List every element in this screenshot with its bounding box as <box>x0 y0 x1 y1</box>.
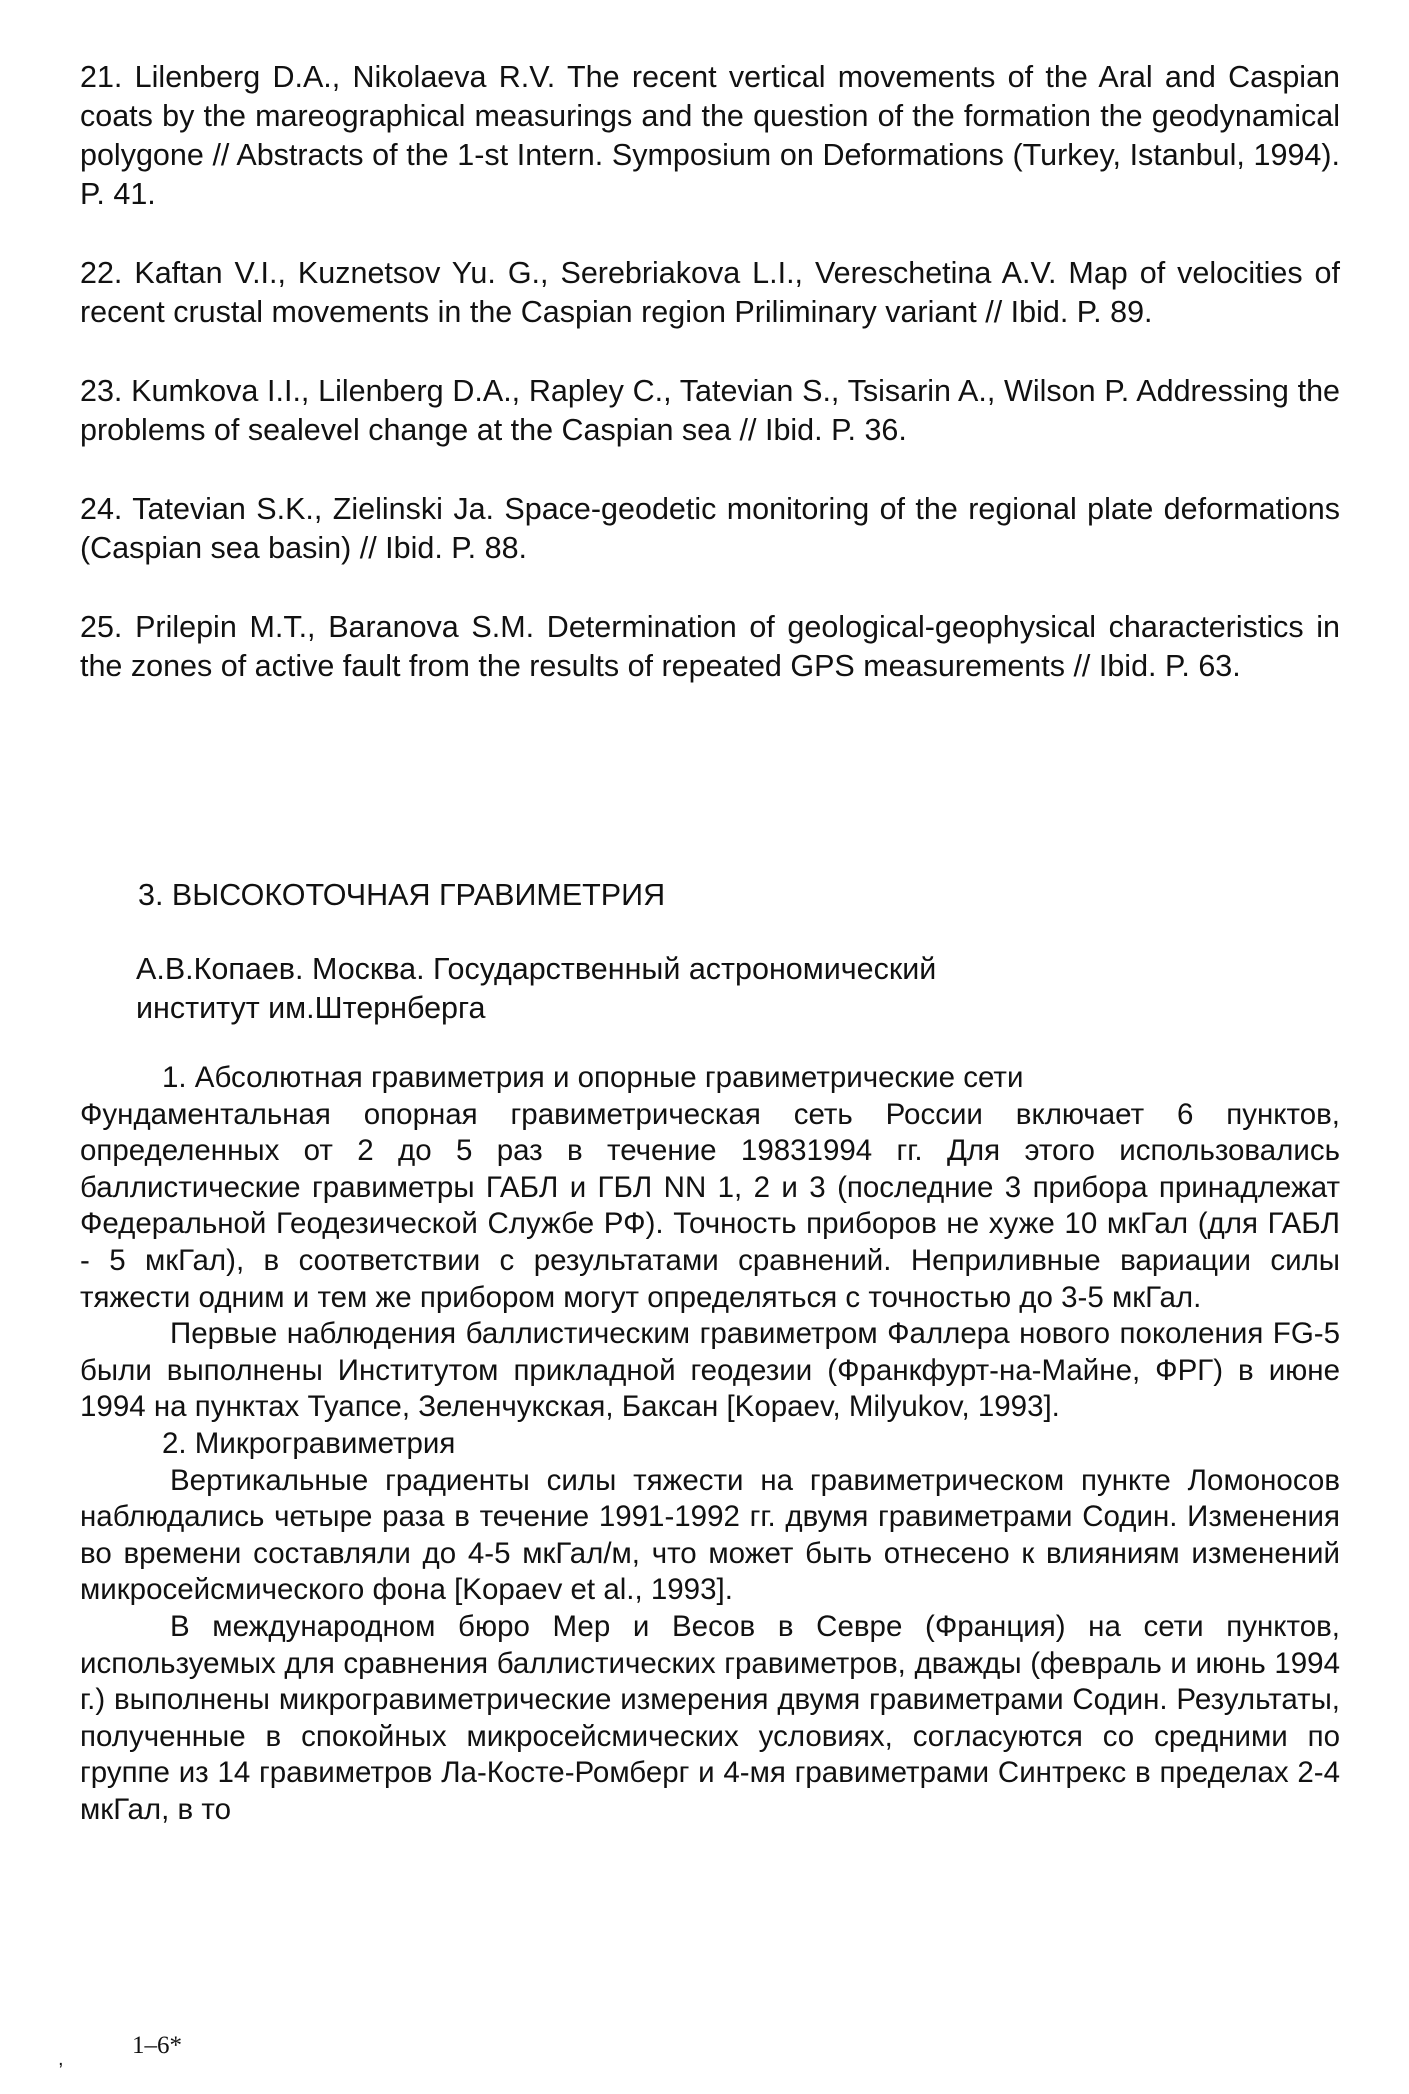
author-line-2: институт им.Штернберга <box>136 991 486 1025</box>
subsection-2-title: 2. Микрогравиметрия <box>162 1426 456 1460</box>
author-line-1: А.В.Копаев. Москва. Государственный астрономический <box>136 952 937 986</box>
section-body <box>80 1060 1340 1828</box>
page-signature: 1–6* <box>132 2032 182 2059</box>
reference-24: 24. Tatevian S.K., Zielinski Ja. Space-geodetic monitoring of the regional plate deformations (Caspian sea basin) // Ibid. P. 88. <box>80 492 1340 565</box>
subsection-1-paragraph-2: Первые наблюдения баллистическим гравиметром Фаллера нового поколения FG-5 были выполнены Институтом прикладной геодезии (Франкфурт-на-Майне, ФРГ) в июне 1994 на пунктах Туапсе, Зеленчукская, Баксан [Kopaev, Milyukov, 1993]. <box>80 1317 1340 1424</box>
reference-22: 22. Kaftan V.I., Kuznetsov Yu. G., Serebriakova L.I., Vereschetina A.V. Map of velocities of recent crustal movements in the Caspian region Priliminary variant // Ibid. P. 89. <box>80 256 1340 329</box>
references-list <box>80 58 1340 686</box>
reference-25: 25. Prilepin M.T., Baranova S.M. Determination of geological-geophysical characteristics in the zones of active fault from the results of repeated GPS measurements // Ibid. P. 63. <box>80 610 1340 683</box>
section-title: 3. ВЫСОКОТОЧНАЯ ГРАВИМЕТРИЯ <box>138 878 666 912</box>
subsection-1-paragraph-1: Фундаментальная опорная гравиметрическая сеть России включает 6 пунктов, определенных от 2 до 5 раз в течение 19831994 гг. Для этого использовались баллистические гравиметры ГАБЛ и ГБЛ NN 1, 2 и 3 (последние 3 прибора принадлежат Федеральной Геодезической Службе РФ). Точность приборов не хуже 10 мкГал (для ГАБЛ - 5 мкГал), в соответствии с результатами сравнений. Неприливные вариации силы тяжести одним и тем же прибором могут определяться с точностью до 3-5 мкГал. <box>80 1097 1340 1314</box>
reference-23: 23. Kumkova I.I., Lilenberg D.A., Rapley C., Tatevian S., Tsisarin A., Wilson P. Addressing the problems of sealevel change at the Caspian sea // Ibid. P. 36. <box>80 374 1340 447</box>
subsection-1-title: 1. Абсолютная гравиметрия и опорные гравиметрические сети <box>162 1061 1024 1094</box>
subsection-2-paragraph-2: В международном бюро Мер и Весов в Севре (Франция) на сети пунктов, используемых для сравнения баллистических гравиметров, дважды (февраль и июнь 1994 г.) выполнены микрогравиметрические измерения двумя гравиметрами Содин. Результаты, полученные в спокойных микросейсмических условиях, согласуются со средними по группе из 14 гравиметров Ла-Косте-Ромберг и 4-мя гравиметрами Синтрекс в пределах 2-4 мкГал, в то <box>80 1609 1340 1826</box>
subsection-2-paragraph-1: Вертикальные градиенты силы тяжести на гравиметрическом пункте Ломоносов наблюдались четыре раза в течение 1991-1992 гг. двумя гравиметрами Содин. Изменения во времени составляли до 4-5 мкГал/м, что может быть отнесено к влияниям изменений микросейсмического фона [Kopaev et al., 1993]. <box>80 1463 1340 1607</box>
author-affiliation <box>136 950 1136 1028</box>
reference-21: 21. Lilenberg D.A., Nikolaeva R.V. The recent vertical movements of the Aral and Caspian coats by the mareographical measurings and the question of the formation the geodynamical polygone // Abstracts of the 1-st Intern. Symposium on Deformations (Turkey, Istanbul, 1994). P. 41. <box>80 60 1340 211</box>
stray-mark: , <box>58 2048 64 2070</box>
